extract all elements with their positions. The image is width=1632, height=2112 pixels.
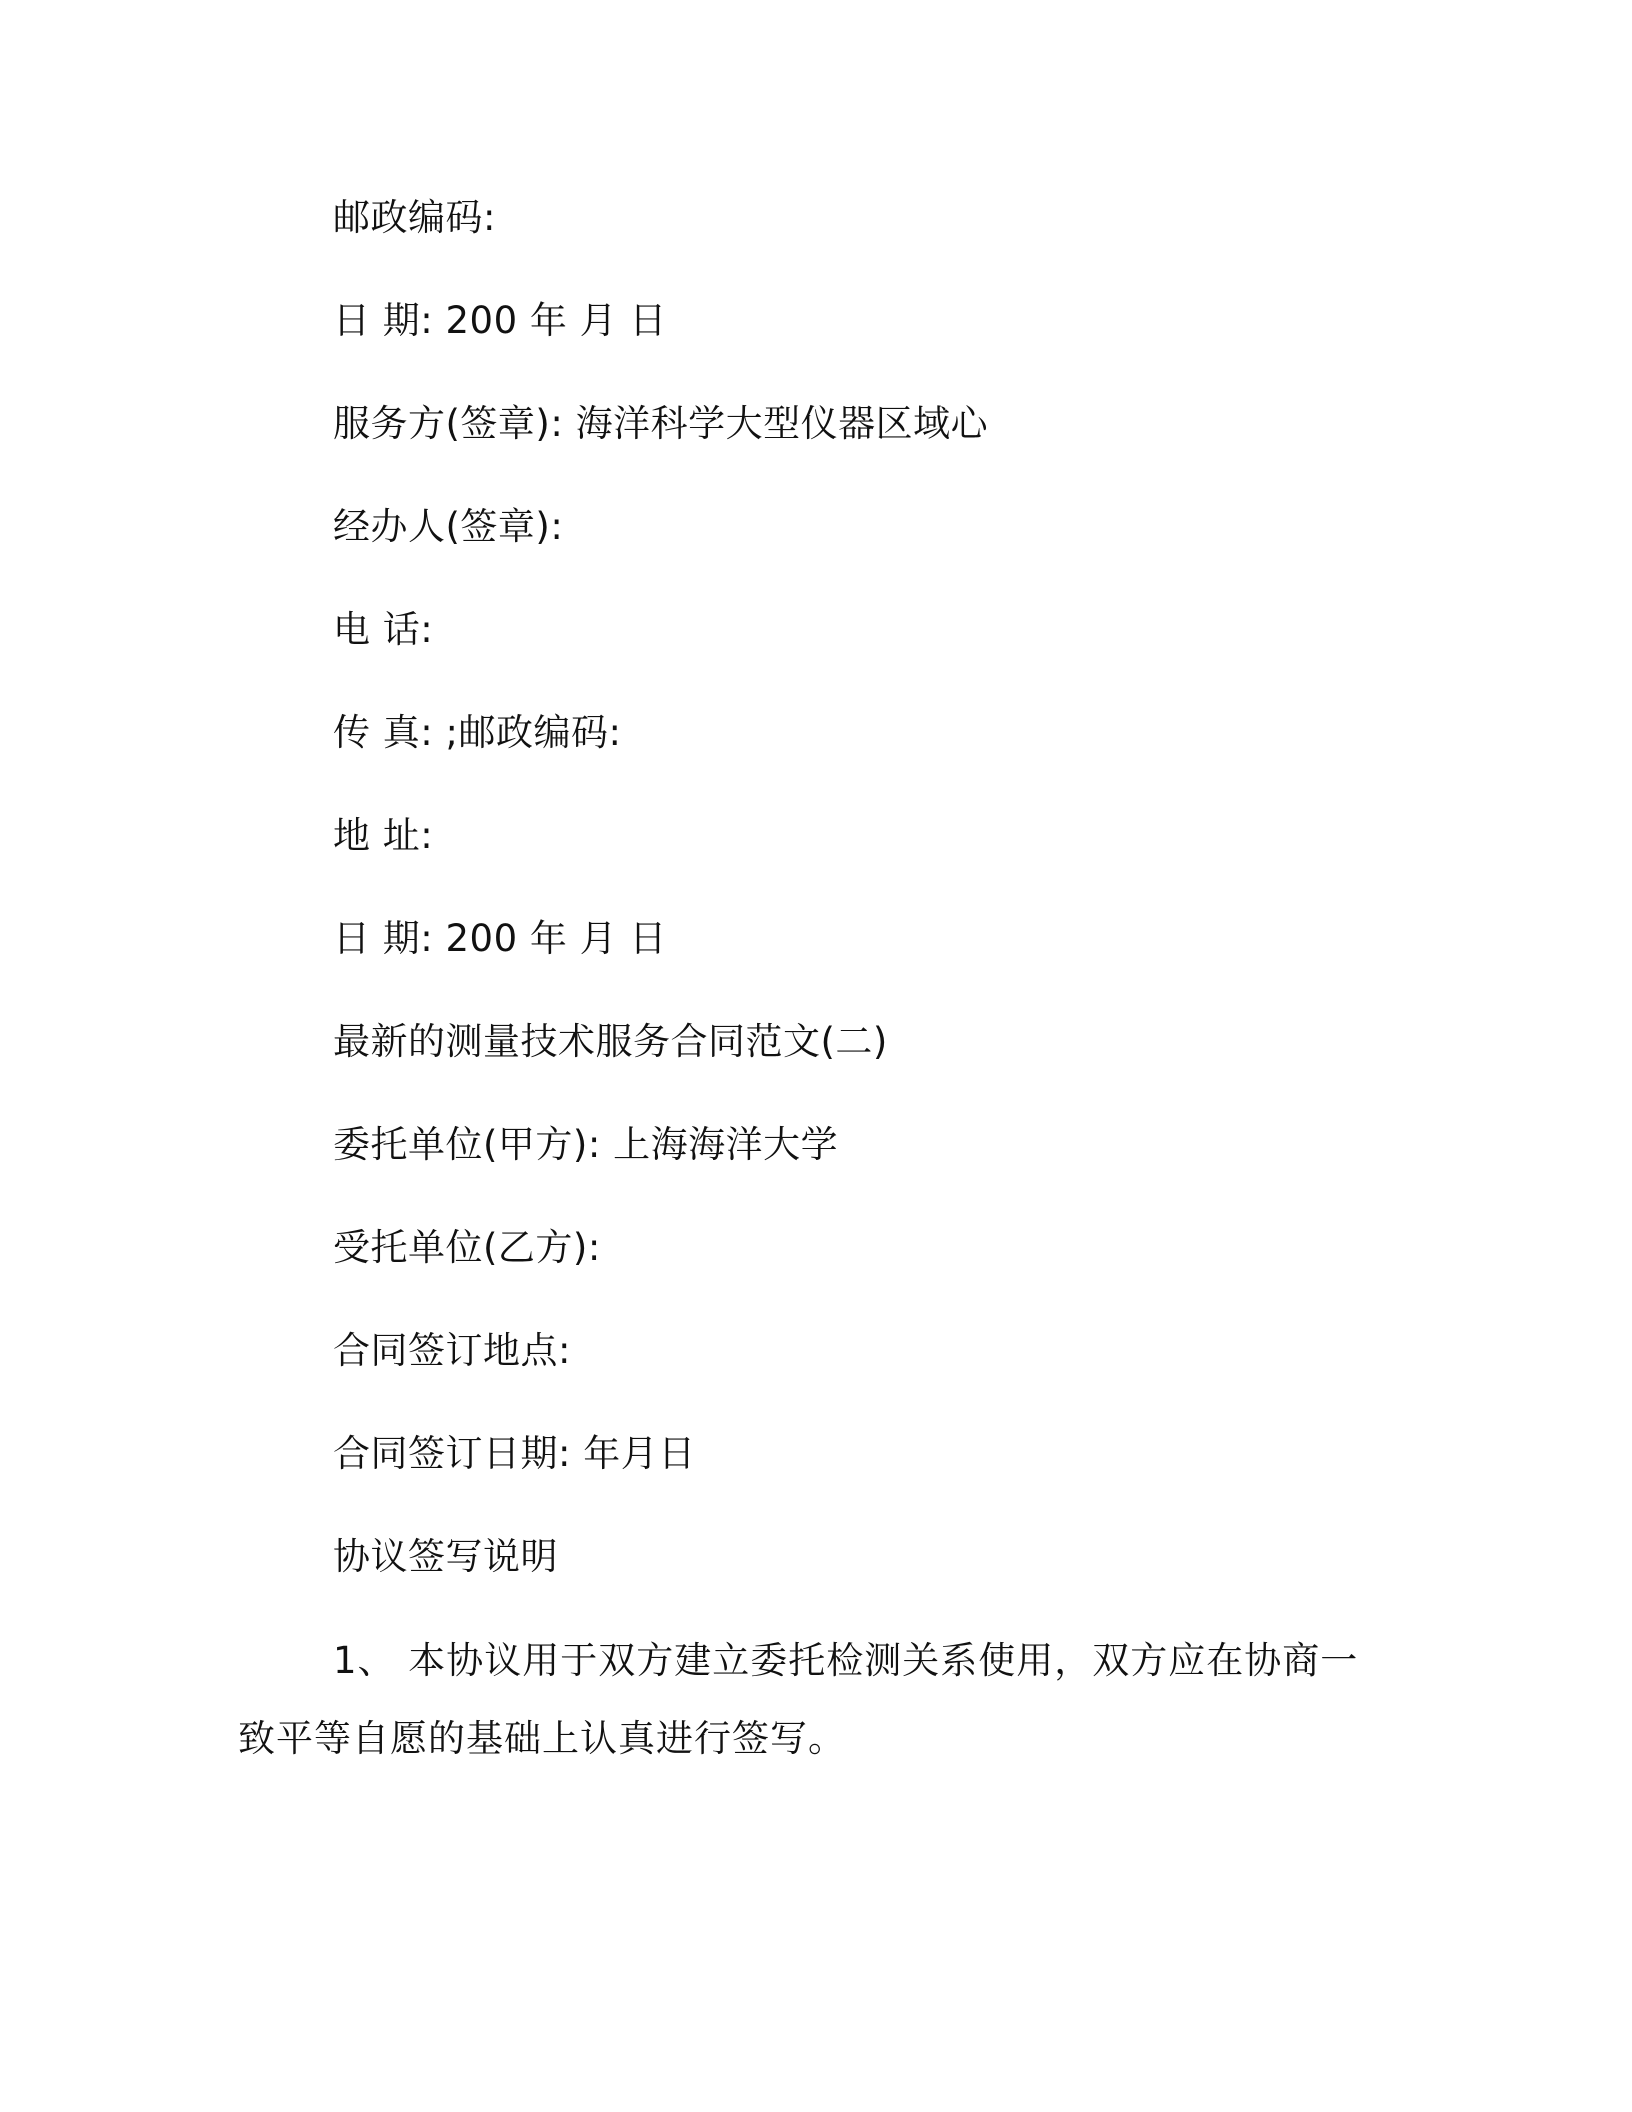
service-party-line: 服务方(签章): 海洋科学大型仪器区域心	[333, 402, 989, 445]
paragraph-text: 1、 本协议用于双方建立委托检测关系使用，双方应在协商一致平等自愿的基础上认真进行签写。	[238, 1639, 1359, 1760]
signing-place-line: 合同签订地点:	[333, 1329, 571, 1372]
address-line: 地 址:	[333, 814, 434, 857]
handler-line: 经办人(签章):	[333, 505, 564, 548]
date-line: 日 期: 200 年 月 日	[333, 299, 667, 342]
signing-date-line: 合同签订日期: 年月日	[333, 1432, 696, 1475]
date-line-2: 日 期: 200 年 月 日	[333, 917, 667, 960]
contractor-line: 受托单位(乙方):	[333, 1226, 601, 1269]
section-title: 最新的测量技术服务合同范文(二)	[333, 1020, 888, 1063]
postal-code-line: 邮政编码:	[333, 196, 496, 239]
fax-line: 传 真: ;邮政编码:	[333, 711, 622, 754]
agreement-note-heading: 协议签写说明	[333, 1535, 558, 1578]
phone-line: 电 话:	[333, 608, 434, 651]
client-line: 委托单位(甲方): 上海海洋大学	[333, 1123, 839, 1166]
instruction-paragraph	[238, 1622, 1378, 1778]
